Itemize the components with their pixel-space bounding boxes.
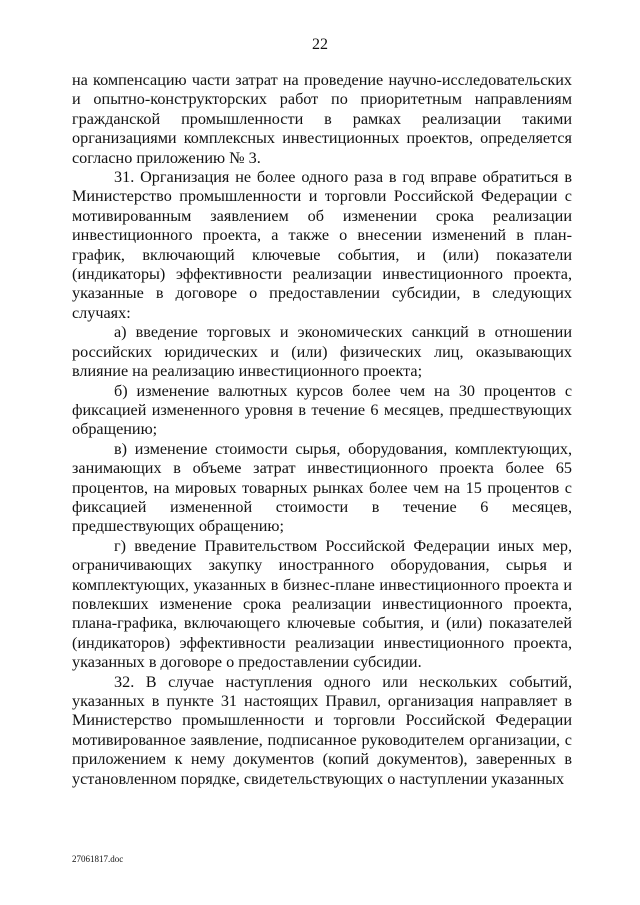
paragraph-item-32: 32. В случае наступления одного или нескольких событий, указанных в пункте 31 настоящих Правил, организация направляет в Министерство промышленности и торговли Российской Федерации мотивированное заявление, подписанное руководителем организации, с приложением к нему документов (копий документов), заверенных в установленном порядке, свидетельствующих о наступлении указанных bbox=[72, 672, 572, 788]
paragraph-item-31: 31. Организация не более одного раза в год вправе обратиться в Министерство промышленности и торговли Российской Федерации с мотивированным заявлением об изменении срока реализации инвестиционного проекта, а также о внесении изменений в план-график, включающий ключевые события, и (или) показатели (индикаторы) эффективности реализации инвестиционного проекта, указанные в договоре о предоставлении субсидии, в следующих случаях: bbox=[72, 168, 572, 322]
page-number: 22 bbox=[312, 36, 328, 53]
paragraph-subitem-g: г) введение Правительством Российской Федерации иных мер, ограничивающих закупку иностранного оборудования, сырья и комплектующих, указанных в бизнес-плане инвестиционного проекта и повлекших изменение срока реализации инвестиционного проекта, плана-графика, включающего ключевые события, и (или) показателей (индикаторов) эффективности реализации инвестиционного проекта, указанных в договоре о предоставлении субсидии. bbox=[72, 536, 572, 672]
paragraph-subitem-b: б) изменение валютных курсов более чем на 30 процентов с фиксацией измененного уровня в течение 6 месяцев, предшествующих обращению; bbox=[72, 381, 572, 439]
paragraph-subitem-a: а) введение торговых и экономических санкций в отношении российских юридических и (или) физических лиц, оказывающих влияние на реализацию инвестиционного проекта; bbox=[72, 323, 572, 381]
paragraph-subitem-v: в) изменение стоимости сырья, оборудования, комплектующих, занимающих в объеме затрат инвестиционного проекта более 65 процентов, на мировых товарных рынках более чем на 15 процентов с фиксацией измененной стоимости в течение 6 месяцев, предшествующих обращению; bbox=[72, 439, 572, 536]
paragraph-continuation: на компенсацию части затрат на проведение научно-исследовательских и опытно-конструкторских работ по приоритетным направлениям гражданской промышленности в рамках реализации такими организациями комплексных инвестиционных проектов, определяется согласно приложению № 3. bbox=[72, 71, 572, 167]
document-footer: 27061817.doc bbox=[72, 854, 124, 864]
document-body bbox=[72, 71, 572, 789]
